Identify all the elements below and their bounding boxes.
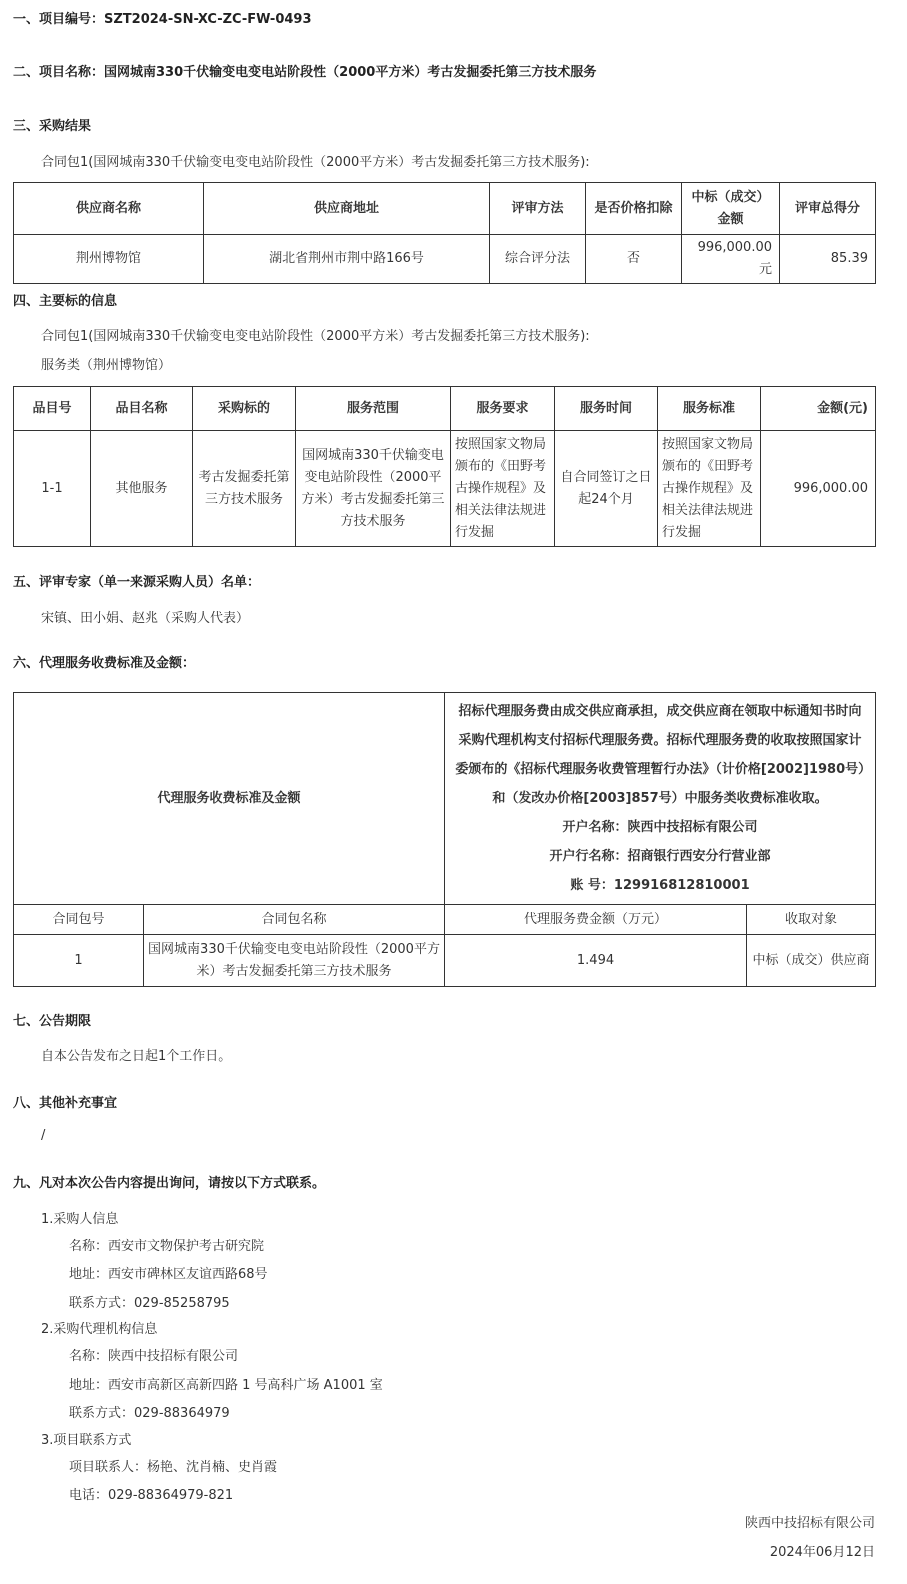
notice-period-text: 自本公告发布之日起1个工作日。 (41, 1049, 232, 1064)
s3-package-line: 合同包1(国网城南330千伏输变电变电站阶段性（2000平方米）考古发掘委托第三方技术服务): (41, 155, 590, 170)
agency-phone: 联系方式：029-88364979 (69, 1406, 230, 1421)
account-name: 开户名称：陕西中技招标有限公司 (562, 820, 758, 835)
project-name-label: 二、项目名称： (13, 65, 105, 80)
result-amount: 996,000.00元 (682, 235, 780, 284)
result-header-score: 评审总得分 (780, 183, 876, 235)
bank-name: 开户行名称：招商银行西安分行营业部 (549, 849, 771, 864)
fee-amount: 1.494 (445, 935, 747, 987)
purchaser-address: 地址：西安市碑林区友谊西路68号 (69, 1267, 268, 1282)
s4-category: 服务类（荆州博物馆） (41, 358, 172, 373)
section-4-title: 四、主要标的信息 (13, 294, 118, 309)
item-amount: 996,000.00 (761, 431, 876, 547)
other-matters-text: / (41, 1128, 46, 1143)
item-scope: 国网城南330千伏输变电变电站阶段性（2000平方米）考古发掘委托第三方技术服务 (296, 431, 451, 547)
result-table (13, 182, 876, 284)
contact-info-title: 3.项目联系方式 (41, 1433, 132, 1448)
item-header-amount: 金额(元) (761, 387, 876, 431)
table-row (14, 935, 876, 987)
footer-company: 陕西中技招标有限公司 (744, 1516, 875, 1531)
result-header-address: 供应商地址 (204, 183, 490, 235)
project-number-value: SZT2024-SN-XC-ZC-FW-0493 (104, 12, 312, 27)
fee-standard-row (14, 693, 876, 905)
section-7-title: 七、公告期限 (13, 1014, 92, 1029)
item-name: 其他服务 (91, 431, 193, 547)
fee-package-name: 国网城南330千伏输变电变电站阶段性（2000平方米）考古发掘委托第三方技术服务 (144, 935, 445, 987)
agency-name: 名称：陕西中技招标有限公司 (69, 1349, 239, 1364)
item-header-time: 服务时间 (555, 387, 658, 431)
table-row (14, 431, 876, 547)
item-standard: 按照国家文物局颁布的《田野考古操作规程》及相关法律法规进行发掘 (658, 431, 761, 547)
item-table (13, 386, 876, 547)
result-header-amount: 中标（成交）金额 (682, 183, 780, 235)
contact-people: 项目联系人：杨艳、沈肖楠、史肖霞 (69, 1460, 278, 1475)
result-header-row (14, 183, 876, 235)
item-header-requirement: 服务要求 (451, 387, 555, 431)
purchaser-name: 名称：西安市文物保护考古研究院 (69, 1239, 265, 1254)
project-name-value: 国网城南330千伏输变电变电站阶段性（2000平方米）考古发掘委托第三方技术服务 (104, 65, 597, 80)
purchaser-info-title: 1.采购人信息 (41, 1212, 119, 1227)
agency-info-title: 2.采购代理机构信息 (41, 1322, 158, 1337)
fee-payer: 中标（成交）供应商 (747, 935, 876, 987)
fee-description: 招标代理服务费由成交供应商承担，成交供应商在领取中标通知书时向采购代理机构支付招标代理服务费。招标代理服务费的收取按照国家计委颁布的《招标代理服务收费管理暂行办法》（计价格[2002]1980号）和（发改办价格[2003]857号）中服务类收费标准收取。 (455, 704, 865, 806)
project-name (13, 61, 596, 80)
result-header-supplier: 供应商名称 (14, 183, 204, 235)
s4-package-line: 合同包1(国网城南330千伏输变电变电站阶段性（2000平方米）考古发掘委托第三方技术服务): (41, 329, 590, 344)
fee-header-payer: 收取对象 (747, 905, 876, 935)
fee-header-row (14, 905, 876, 935)
result-header-price-deduction: 是否价格扣除 (586, 183, 682, 235)
section-6-title: 六、代理服务收费标准及金额： (13, 656, 196, 671)
item-code: 1-1 (14, 431, 91, 547)
item-header-scope: 服务范围 (296, 387, 451, 431)
fee-header-package-no: 合同包号 (14, 905, 144, 935)
table-row (14, 235, 876, 284)
purchaser-phone: 联系方式：029-85258795 (69, 1296, 230, 1311)
fee-standard-label: 代理服务收费标准及金额 (14, 693, 445, 905)
fee-header-amount: 代理服务费金额（万元） (445, 905, 747, 935)
item-header-row (14, 387, 876, 431)
footer-date: 2024年06月12日 (769, 1545, 875, 1560)
item-requirement: 按照国家文物局颁布的《田野考古操作规程》及相关法律法规进行发掘 (451, 431, 555, 547)
fee-table (13, 692, 876, 987)
project-number (13, 8, 312, 27)
item-header-code: 品目号 (14, 387, 91, 431)
account-number: 账 号：129916812810001 (570, 878, 750, 893)
item-time: 自合同签订之日起24个月 (555, 431, 658, 547)
result-supplier: 荆州博物馆 (14, 235, 204, 284)
section-9-title: 九、凡对本次公告内容提出询问，请按以下方式联系。 (13, 1176, 326, 1191)
item-target: 考古发掘委托第三方技术服务 (193, 431, 296, 547)
section-5-title: 五、评审专家（单一来源采购人员）名单： (13, 575, 261, 590)
project-number-label: 一、项目编号： (13, 12, 105, 27)
item-header-target: 采购标的 (193, 387, 296, 431)
section-3-title: 三、采购结果 (13, 119, 92, 134)
result-price-deduction: 否 (586, 235, 682, 284)
fee-package-no: 1 (14, 935, 144, 987)
agency-address: 地址：西安市高新区高新四路 1 号高科广场 A1001 室 (69, 1378, 383, 1393)
result-header-method: 评审方法 (490, 183, 586, 235)
fee-header-package-name: 合同包名称 (144, 905, 445, 935)
result-method: 综合评分法 (490, 235, 586, 284)
result-score: 85.39 (780, 235, 876, 284)
result-address: 湖北省荆州市荆中路166号 (204, 235, 490, 284)
fee-standard-content (445, 693, 876, 905)
item-header-name: 品目名称 (91, 387, 193, 431)
item-header-standard: 服务标准 (658, 387, 761, 431)
expert-names: 宋镇、田小娟、赵兆（采购人代表） (41, 611, 250, 626)
section-8-title: 八、其他补充事宜 (13, 1096, 118, 1111)
contact-phone: 电话：029-88364979-821 (69, 1488, 234, 1503)
